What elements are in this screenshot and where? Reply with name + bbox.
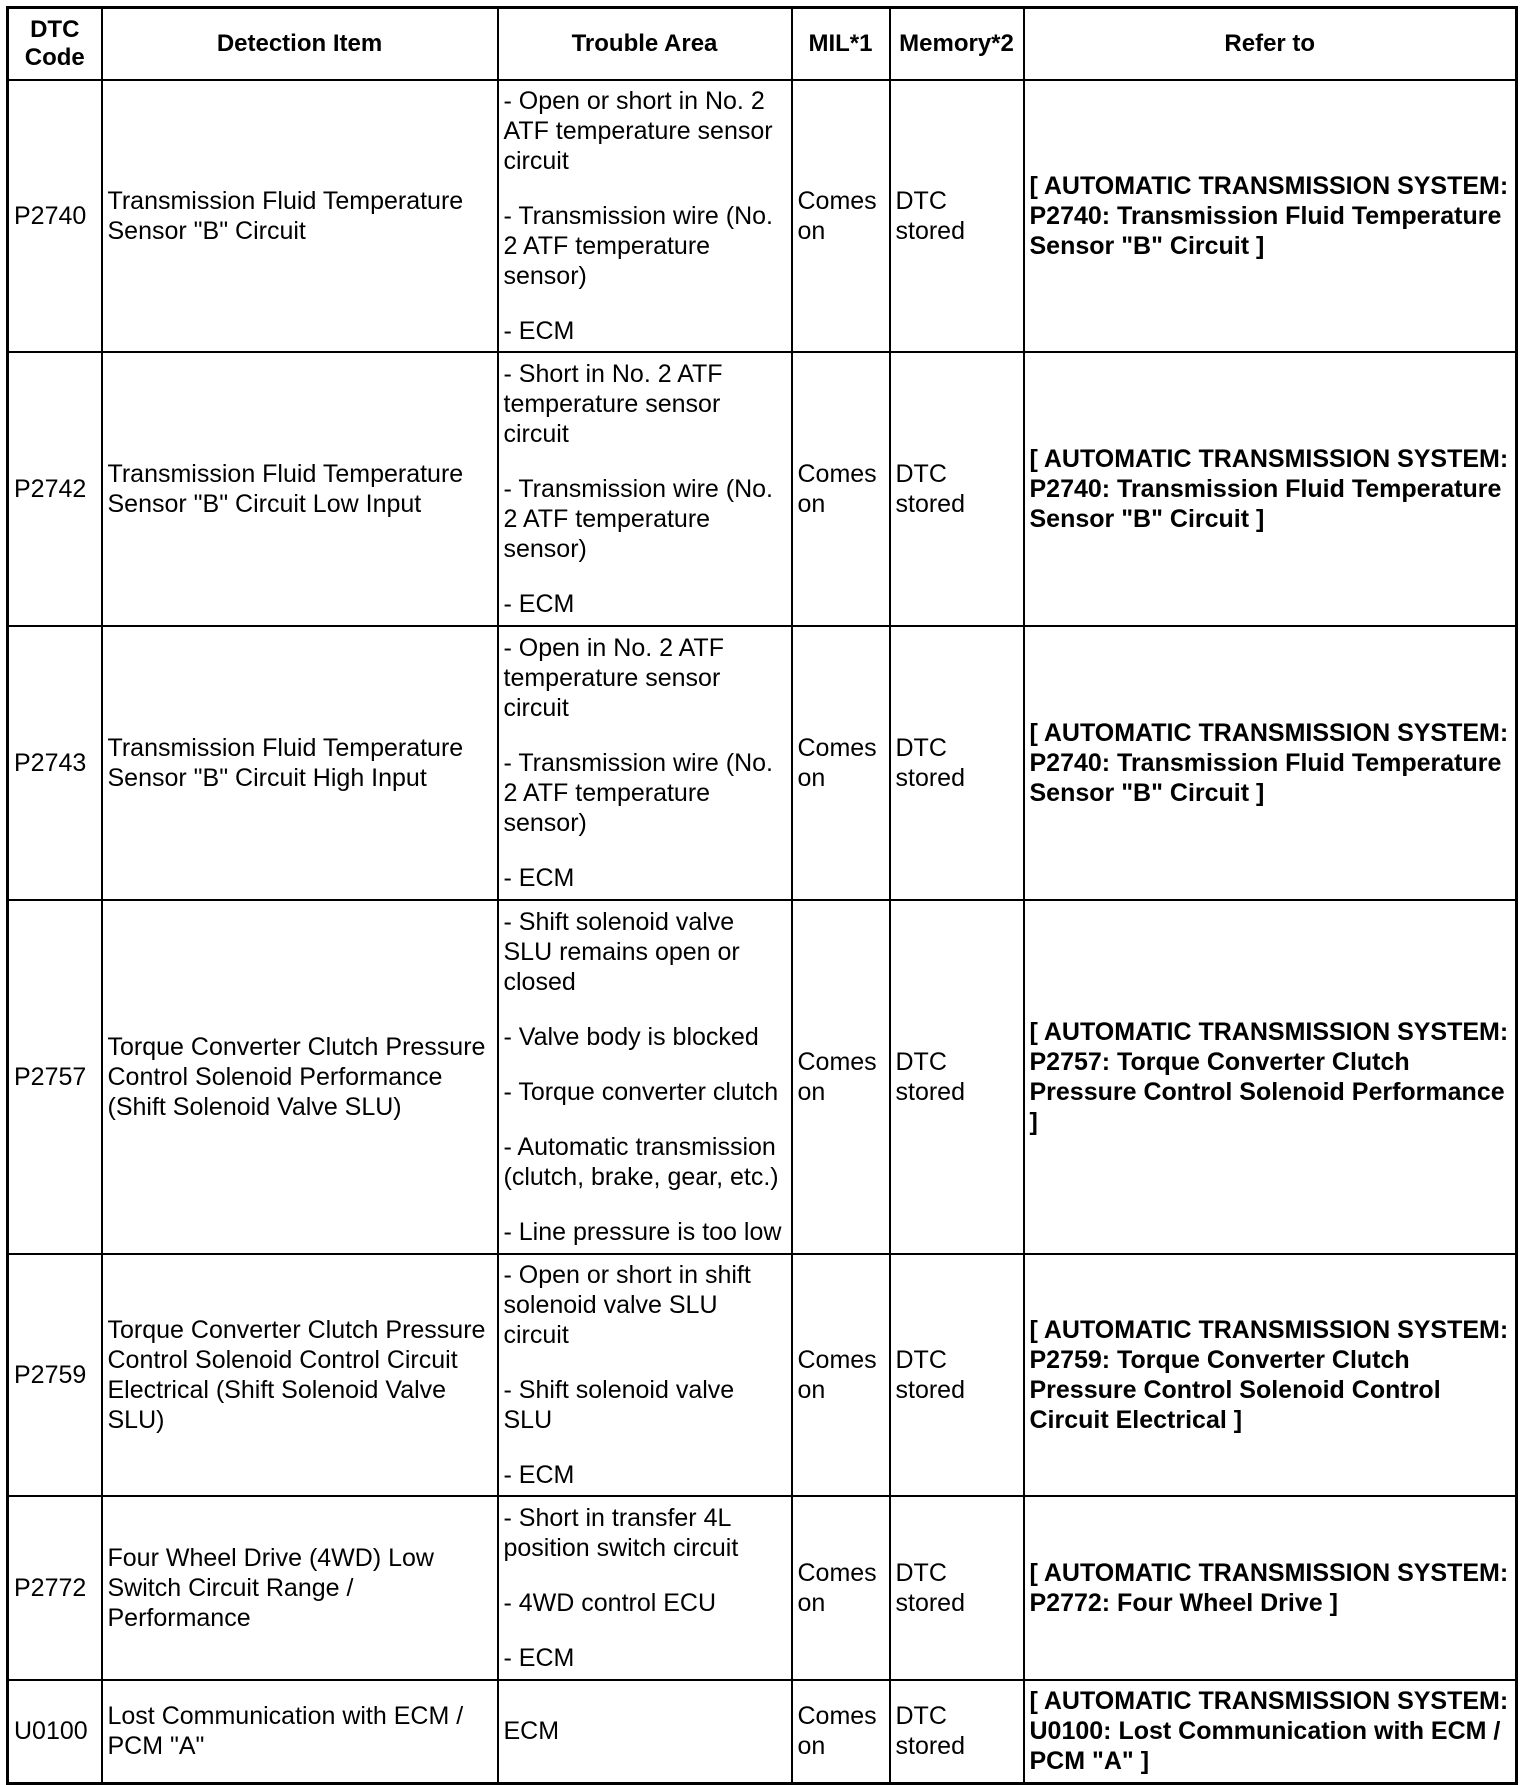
detection-item-cell: Torque Converter Clutch Pressure Control Solenoid Performance (Shift Solenoid Valve SLU) bbox=[102, 900, 498, 1254]
memory-cell: DTC stored bbox=[890, 1496, 1024, 1680]
trouble-area-item: - ECM bbox=[503, 589, 575, 618]
mil-cell: Comes on bbox=[792, 1254, 890, 1496]
trouble-area-item: - ECM bbox=[503, 1643, 575, 1672]
trouble-area-cell bbox=[498, 352, 792, 626]
trouble-area-item: - Transmission wire (No. 2 ATF temperature sensor) bbox=[503, 748, 773, 837]
dtc-code-cell: P2759 bbox=[8, 1254, 102, 1496]
trouble-area-item: - Shift solenoid valve SLU remains open or closed bbox=[503, 907, 740, 996]
dtc-code-cell: P2742 bbox=[8, 352, 102, 626]
refer-to-cell: [ AUTOMATIC TRANSMISSION SYSTEM: P2740: Transmission Fluid Temperature Sensor "B" Circuit ] bbox=[1024, 80, 1517, 352]
mil-cell: Comes on bbox=[792, 1496, 890, 1680]
trouble-area-item: - Transmission wire (No. 2 ATF temperature sensor) bbox=[503, 201, 773, 290]
table-body bbox=[8, 80, 1517, 1784]
table-row bbox=[8, 80, 1517, 352]
dtc-code-cell: P2757 bbox=[8, 900, 102, 1254]
trouble-area-cell bbox=[498, 626, 792, 900]
table-row bbox=[8, 1496, 1517, 1680]
mil-cell: Comes on bbox=[792, 80, 890, 352]
detection-item-cell: Four Wheel Drive (4WD) Low Switch Circuit Range / Performance bbox=[102, 1496, 498, 1680]
trouble-area-item: - Short in No. 2 ATF temperature sensor circuit bbox=[503, 359, 723, 448]
header-mil: MIL*1 bbox=[792, 8, 890, 80]
memory-cell: DTC stored bbox=[890, 352, 1024, 626]
trouble-area-item: - Line pressure is too low bbox=[503, 1217, 782, 1246]
detection-item-cell: Transmission Fluid Temperature Sensor "B" Circuit High Input bbox=[102, 626, 498, 900]
trouble-area-cell bbox=[498, 1496, 792, 1680]
table-row bbox=[8, 900, 1517, 1254]
trouble-area-item: ECM bbox=[503, 1717, 560, 1746]
refer-to-cell: [ AUTOMATIC TRANSMISSION SYSTEM: P2757: Torque Converter Clutch Pressure Control Solenoid Performance ] bbox=[1024, 900, 1517, 1254]
mil-cell: Comes on bbox=[792, 352, 890, 626]
dtc-code-cell: P2772 bbox=[8, 1496, 102, 1680]
dtc-code-cell: P2743 bbox=[8, 626, 102, 900]
refer-to-cell: [ AUTOMATIC TRANSMISSION SYSTEM: P2759: Torque Converter Clutch Pressure Control Solenoid Control Circuit Electrical ] bbox=[1024, 1254, 1517, 1496]
trouble-area-item: - Short in transfer 4L position switch circuit bbox=[503, 1503, 739, 1562]
trouble-area-item: - Open in No. 2 ATF temperature sensor circuit bbox=[503, 633, 724, 722]
table-row bbox=[8, 1680, 1517, 1784]
dtc-table bbox=[6, 6, 1518, 1785]
refer-to-cell: [ AUTOMATIC TRANSMISSION SYSTEM: U0100: Lost Communication with ECM / PCM "A" ] bbox=[1024, 1680, 1517, 1784]
table-row bbox=[8, 1254, 1517, 1496]
trouble-area-item: - Open or short in shift solenoid valve SLU circuit bbox=[503, 1260, 751, 1349]
memory-cell: DTC stored bbox=[890, 1680, 1024, 1784]
trouble-area-item: - ECM bbox=[503, 1460, 575, 1489]
header-detection-item: Detection Item bbox=[102, 8, 498, 80]
mil-cell: Comes on bbox=[792, 626, 890, 900]
trouble-area-item: - Valve body is blocked bbox=[503, 1022, 759, 1051]
trouble-area-cell bbox=[498, 80, 792, 352]
memory-cell: DTC stored bbox=[890, 1254, 1024, 1496]
refer-to-cell: [ AUTOMATIC TRANSMISSION SYSTEM: P2740: Transmission Fluid Temperature Sensor "B" Circuit ] bbox=[1024, 626, 1517, 900]
header-row bbox=[8, 8, 1517, 80]
trouble-area-cell bbox=[498, 1680, 792, 1784]
dtc-code-cell: U0100 bbox=[8, 1680, 102, 1784]
table-row bbox=[8, 626, 1517, 900]
detection-item-cell: Transmission Fluid Temperature Sensor "B" Circuit Low Input bbox=[102, 352, 498, 626]
trouble-area-item: - Shift solenoid valve SLU bbox=[503, 1375, 735, 1434]
trouble-area-cell bbox=[498, 1254, 792, 1496]
trouble-area-item: - ECM bbox=[503, 316, 575, 345]
header-dtc-code: DTC Code bbox=[8, 8, 102, 80]
trouble-area-cell bbox=[498, 900, 792, 1254]
header-memory: Memory*2 bbox=[890, 8, 1024, 80]
header-refer-to: Refer to bbox=[1024, 8, 1517, 80]
table-row bbox=[8, 352, 1517, 626]
dtc-code-cell: P2740 bbox=[8, 80, 102, 352]
mil-cell: Comes on bbox=[792, 1680, 890, 1784]
trouble-area-item: - Transmission wire (No. 2 ATF temperature sensor) bbox=[503, 474, 773, 563]
detection-item-cell: Lost Communication with ECM / PCM "A" bbox=[102, 1680, 498, 1784]
header-trouble-area: Trouble Area bbox=[498, 8, 792, 80]
trouble-area-item: - Torque converter clutch bbox=[503, 1077, 779, 1106]
memory-cell: DTC stored bbox=[890, 900, 1024, 1254]
memory-cell: DTC stored bbox=[890, 80, 1024, 352]
refer-to-cell: [ AUTOMATIC TRANSMISSION SYSTEM: P2740: Transmission Fluid Temperature Sensor "B" Circuit ] bbox=[1024, 352, 1517, 626]
trouble-area-item: - Automatic transmission (clutch, brake, gear, etc.) bbox=[503, 1132, 779, 1191]
detection-item-cell: Transmission Fluid Temperature Sensor "B" Circuit bbox=[102, 80, 498, 352]
refer-to-cell: [ AUTOMATIC TRANSMISSION SYSTEM: P2772: Four Wheel Drive ] bbox=[1024, 1496, 1517, 1680]
trouble-area-item: - Open or short in No. 2 ATF temperature sensor circuit bbox=[503, 86, 773, 175]
memory-cell: DTC stored bbox=[890, 626, 1024, 900]
mil-cell: Comes on bbox=[792, 900, 890, 1254]
trouble-area-item: - 4WD control ECU bbox=[503, 1588, 717, 1617]
detection-item-cell: Torque Converter Clutch Pressure Control Solenoid Control Circuit Electrical (Shift Solenoid Valve SLU) bbox=[102, 1254, 498, 1496]
trouble-area-item: - ECM bbox=[503, 863, 575, 892]
